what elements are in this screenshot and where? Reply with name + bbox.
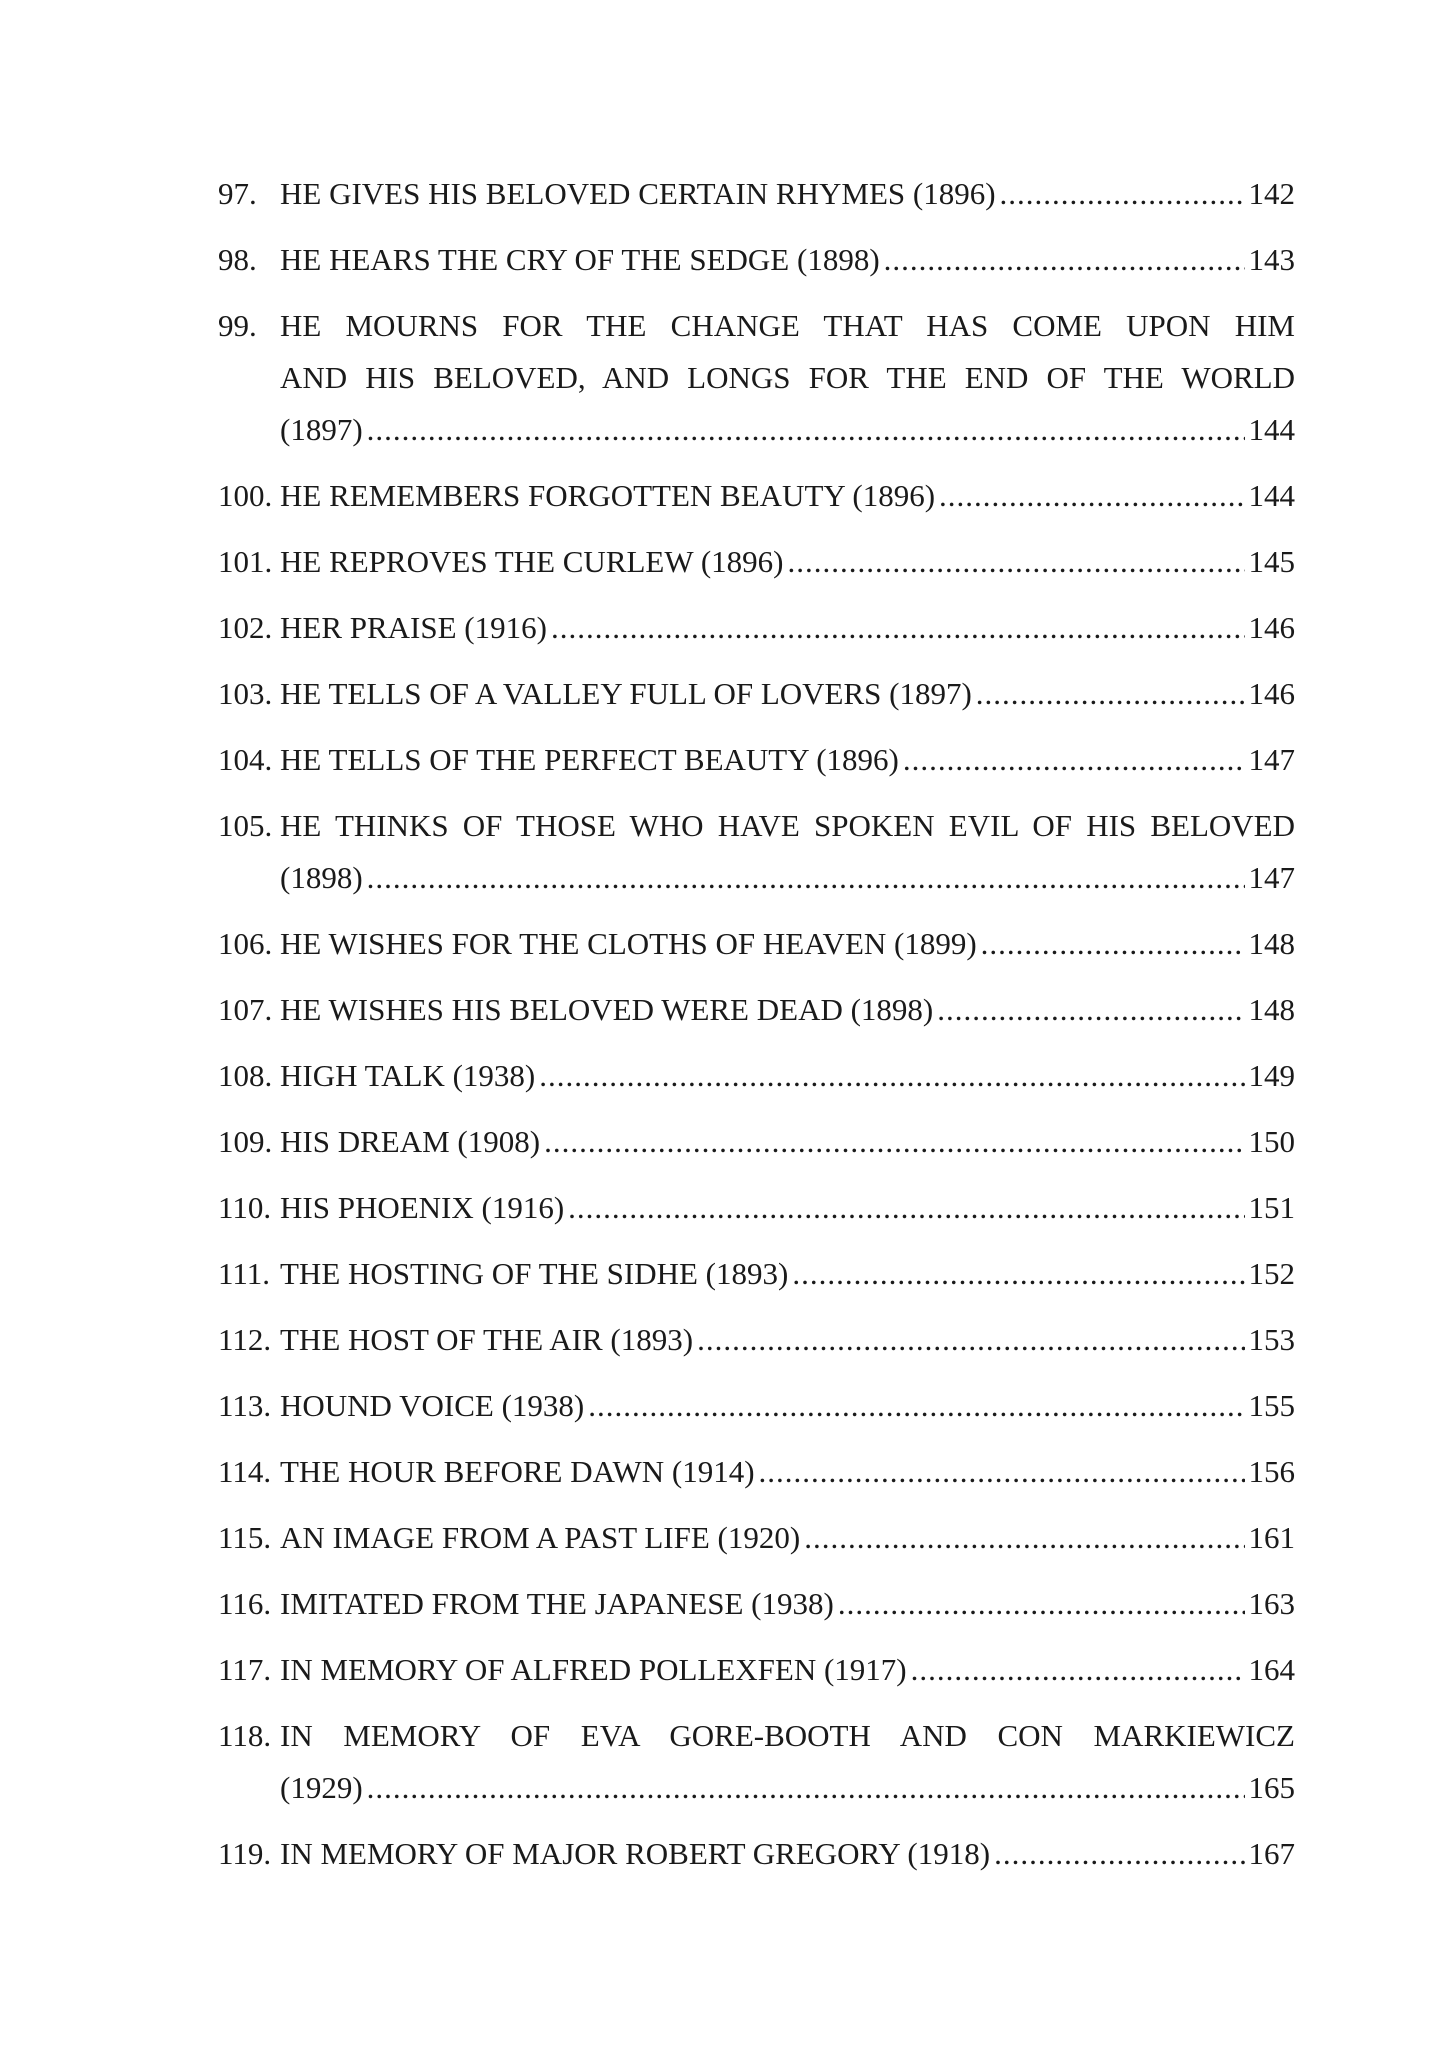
dot-leader (367, 852, 1245, 904)
entry-title: THE HOUR BEFORE DAWN (1914) (280, 1454, 755, 1489)
entry-body (280, 984, 1295, 1036)
entry-title: HIS DREAM (1908) (280, 1124, 541, 1159)
page-number: 145 (1248, 544, 1295, 579)
entry-number: 117. (218, 1652, 272, 1687)
entry-body (280, 1446, 1295, 1498)
entry-body (280, 536, 1295, 588)
entry-body (280, 1050, 1295, 1102)
page-number: 146 (1248, 610, 1295, 645)
entry-number: 99. (218, 308, 257, 343)
dot-leader (937, 984, 1244, 1036)
page-number: 161 (1248, 1520, 1295, 1555)
entry-last-line (280, 918, 1295, 970)
entry-number: 102. (218, 610, 273, 645)
toc-entry[interactable] (218, 1578, 1295, 1630)
toc-entry[interactable] (218, 1828, 1295, 1880)
entry-title: IN MEMORY OF MAJOR ROBERT GREGORY (1918) (280, 1836, 991, 1871)
table-of-contents (218, 168, 1295, 1894)
page-number: 165 (1248, 1770, 1295, 1805)
entry-title-line: HE THINKS OF THOSE WHO HAVE SPOKEN EVIL OF HIS BELOVED (280, 808, 1295, 843)
entry-last-line (280, 668, 1295, 720)
entry-last-line (280, 168, 1295, 220)
toc-entry[interactable] (218, 1446, 1295, 1498)
entry-body (280, 1512, 1295, 1564)
page-number: 163 (1248, 1586, 1295, 1621)
toc-entry[interactable] (218, 1314, 1295, 1366)
entry-body (280, 234, 1295, 286)
page-number: 146 (1248, 676, 1295, 711)
toc-entry[interactable] (218, 1050, 1295, 1102)
entry-title: HE WISHES FOR THE CLOTHS OF HEAVEN (1899) (280, 926, 977, 961)
entry-last-line (280, 1762, 1295, 1814)
entry-title: THE HOSTING OF THE SIDHE (1893) (280, 1256, 789, 1291)
entry-last-line (280, 602, 1295, 654)
dot-leader (994, 1828, 1244, 1880)
entry-number: 116. (218, 1586, 272, 1621)
entry-title: (1897) (280, 412, 363, 447)
entry-last-line (280, 1182, 1295, 1234)
page-number: 147 (1248, 742, 1295, 777)
entry-title-line: HE MOURNS FOR THE CHANGE THAT HAS COME UPON HIM (280, 308, 1295, 343)
entry-last-line (280, 234, 1295, 286)
entry-body (280, 734, 1295, 786)
entry-number: 109. (218, 1124, 273, 1159)
entry-body (280, 1248, 1295, 1300)
entry-last-line (280, 1512, 1295, 1564)
entry-title: IMITATED FROM THE JAPANESE (1938) (280, 1586, 834, 1621)
dot-leader (903, 734, 1245, 786)
entry-body (280, 1314, 1295, 1366)
entry-title: HIGH TALK (1938) (280, 1058, 536, 1093)
entry-number: 113. (218, 1388, 272, 1423)
entry-number: 104. (218, 742, 273, 777)
entry-last-line (280, 984, 1295, 1036)
entry-last-line (280, 734, 1295, 786)
page-number: 148 (1248, 992, 1295, 1027)
entry-body (280, 1828, 1295, 1880)
entry-number: 98. (218, 242, 257, 277)
page-number: 152 (1248, 1256, 1295, 1291)
entry-title: THE HOST OF THE AIR (1893) (280, 1322, 694, 1357)
dot-leader (367, 404, 1245, 456)
entry-title: IN MEMORY OF ALFRED POLLEXFEN (1917) (280, 1652, 907, 1687)
toc-entry[interactable] (218, 1380, 1295, 1432)
entry-title: (1898) (280, 860, 363, 895)
entry-title-line: IN MEMORY OF EVA GORE-BOOTH AND CON MARKIEWICZ (280, 1718, 1295, 1753)
entry-title: HE REMEMBERS FORGOTTEN BEAUTY (1896) (280, 478, 936, 513)
entry-last-line (280, 404, 1295, 456)
page-number: 151 (1248, 1190, 1295, 1225)
entry-title-line: AND HIS BELOVED, AND LONGS FOR THE END OF THE WORLD (280, 360, 1295, 395)
entry-body (280, 800, 1295, 904)
page-number: 153 (1248, 1322, 1295, 1357)
toc-entry[interactable] (218, 602, 1295, 654)
entry-body (280, 300, 1295, 456)
entry-number: 118. (218, 1718, 272, 1753)
entry-number: 108. (218, 1058, 273, 1093)
entry-body (280, 1578, 1295, 1630)
entry-last-line (280, 852, 1295, 904)
entry-title: HE GIVES HIS BELOVED CERTAIN RHYMES (1896) (280, 176, 996, 211)
entry-body (280, 1644, 1295, 1696)
entry-title: HE REPROVES THE CURLEW (1896) (280, 544, 784, 579)
entry-body (280, 918, 1295, 970)
entry-number: 119. (218, 1836, 272, 1871)
entry-number: 112. (218, 1322, 272, 1357)
page-number: 155 (1248, 1388, 1295, 1423)
entry-number: 101. (218, 544, 273, 579)
entry-title: HIS PHOENIX (1916) (280, 1190, 565, 1225)
dot-leader (838, 1578, 1245, 1630)
toc-entry[interactable] (218, 470, 1295, 522)
page-number: 150 (1248, 1124, 1295, 1159)
toc-entry[interactable] (218, 1512, 1295, 1564)
entry-last-line (280, 1828, 1295, 1880)
page-number: 142 (1248, 176, 1295, 211)
dot-leader (804, 1512, 1244, 1564)
dot-leader (939, 470, 1244, 522)
entry-body (280, 1182, 1295, 1234)
page-number: 148 (1248, 926, 1295, 961)
dot-leader (367, 1762, 1245, 1814)
entry-last-line (280, 1578, 1295, 1630)
toc-entry[interactable] (218, 1644, 1295, 1696)
entry-last-line (280, 1644, 1295, 1696)
toc-entry[interactable] (218, 984, 1295, 1036)
entry-body (280, 1380, 1295, 1432)
entry-last-line (280, 1314, 1295, 1366)
page-number: 147 (1248, 860, 1295, 895)
toc-entry[interactable] (218, 300, 1295, 456)
toc-entry[interactable] (218, 1182, 1295, 1234)
toc-entry[interactable] (218, 1116, 1295, 1168)
toc-entry[interactable] (218, 734, 1295, 786)
entry-body (280, 668, 1295, 720)
entry-number: 107. (218, 992, 273, 1027)
entry-last-line (280, 1248, 1295, 1300)
dot-leader (911, 1644, 1245, 1696)
entry-number: 100. (218, 478, 273, 513)
entry-last-line (280, 1050, 1295, 1102)
dot-leader (544, 1116, 1244, 1168)
toc-entry[interactable] (218, 1248, 1295, 1300)
toc-entry[interactable] (218, 800, 1295, 904)
dot-leader (1000, 168, 1245, 220)
toc-entry[interactable] (218, 234, 1295, 286)
dot-leader (539, 1050, 1244, 1102)
entry-title: HE TELLS OF THE PERFECT BEAUTY (1896) (280, 742, 899, 777)
entry-title: HOUND VOICE (1938) (280, 1388, 585, 1423)
dot-leader (697, 1314, 1244, 1366)
entry-last-line (280, 1380, 1295, 1432)
dot-leader (568, 1182, 1244, 1234)
entry-title: HE HEARS THE CRY OF THE SEDGE (1898) (280, 242, 880, 277)
entry-body (280, 168, 1295, 220)
entry-title: (1929) (280, 1770, 363, 1805)
page-number: 144 (1248, 478, 1295, 513)
entry-number: 106. (218, 926, 273, 961)
dot-leader (787, 536, 1244, 588)
page-number: 164 (1248, 1652, 1295, 1687)
entry-last-line (280, 536, 1295, 588)
page-number: 167 (1248, 1836, 1295, 1871)
page-number: 149 (1248, 1058, 1295, 1093)
entry-number: 114. (218, 1454, 272, 1489)
toc-entry[interactable] (218, 536, 1295, 588)
entry-title: AN IMAGE FROM A PAST LIFE (1920) (280, 1520, 801, 1555)
entry-title: HER PRAISE (1916) (280, 610, 547, 645)
toc-entry[interactable] (218, 1710, 1295, 1814)
page-number: 156 (1248, 1454, 1295, 1489)
entry-number: 105. (218, 808, 273, 843)
dot-leader (551, 602, 1245, 654)
entry-last-line (280, 1446, 1295, 1498)
dot-leader (759, 1446, 1245, 1498)
toc-entry[interactable] (218, 668, 1295, 720)
entry-last-line (280, 470, 1295, 522)
dot-leader (588, 1380, 1244, 1432)
entry-body (280, 602, 1295, 654)
entry-last-line (280, 1116, 1295, 1168)
entry-body (280, 1710, 1295, 1814)
entry-body (280, 470, 1295, 522)
entry-number: 115. (218, 1520, 272, 1555)
entry-body (280, 1116, 1295, 1168)
entry-number: 111. (218, 1256, 270, 1291)
entry-title: HE TELLS OF A VALLEY FULL OF LOVERS (1897) (280, 676, 972, 711)
page-number: 144 (1248, 412, 1295, 447)
dot-leader (792, 1248, 1244, 1300)
toc-entry[interactable] (218, 168, 1295, 220)
toc-entry[interactable] (218, 918, 1295, 970)
dot-leader (976, 668, 1245, 720)
entry-number: 110. (218, 1190, 272, 1225)
entry-number: 97. (218, 176, 257, 211)
dot-leader (981, 918, 1245, 970)
entry-title: HE WISHES HIS BELOVED WERE DEAD (1898) (280, 992, 934, 1027)
page-number: 143 (1248, 242, 1295, 277)
dot-leader (884, 234, 1245, 286)
entry-number: 103. (218, 676, 273, 711)
